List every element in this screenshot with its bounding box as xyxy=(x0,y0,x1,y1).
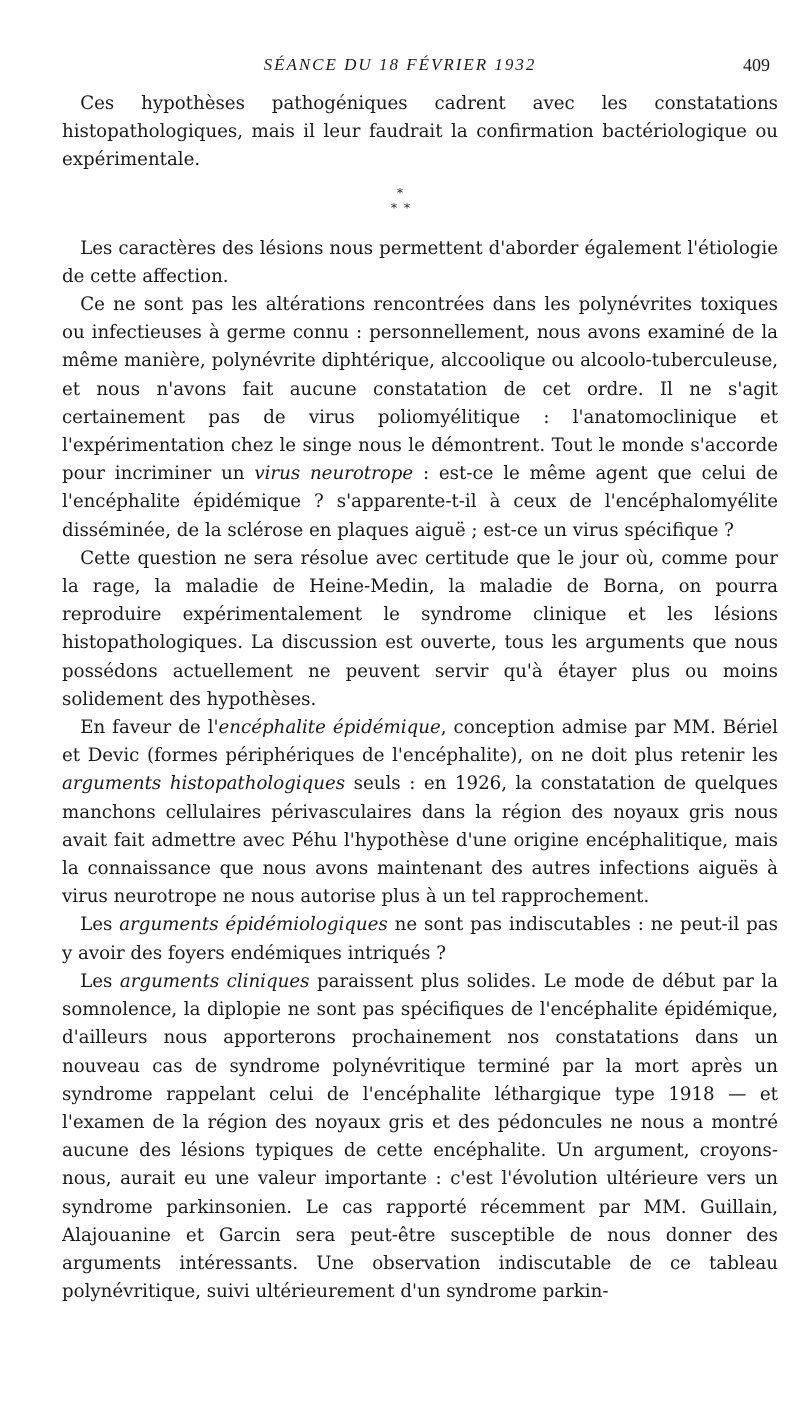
paragraph-5-text-mid: , conception admise par MM. Bériel et Devic (formes périphériques de l'encéphalite), on ne doit plus retenir les xyxy=(62,717,778,767)
asterism-star-left: * xyxy=(391,200,397,215)
paragraph-2-text: Les caractères des lésions nous permettent d'aborder également l'étiologie de cette affection. xyxy=(62,237,778,287)
page-number: 409 xyxy=(743,55,770,75)
paragraph-3-text: Ce ne sont pas les altérations rencontrées dans les polynévrites toxiques ou infectieuses à germe connu : personnellement, nous avons examiné de la même manière, polynévrite diphtérique, alccoolique ou alcoolo-tuberculeuse, et nous n'avons fait aucune constatation de cet ordre. Il ne s'agit certainement pas de virus poliomyélitique : l'anatomoclinique et l'expérimentation chez le singe nous le démontrent. Tout le monde s'accorde pour incriminer un xyxy=(62,294,778,485)
paragraph-4-text: Cette question ne sera résolue avec certitude que le jour où, comme pour la rage, la maladie de Heine-Medin, la maladie de Borna, on pourra reproduire expérimentalement le syndrome clinique et les lésions histopathologiques. La discussion est ouverte, tous les arguments que nous possédons actuellement ne peuvent servir qu'à étayer plus ou moins solidement des hypothèses. xyxy=(62,547,778,710)
section-asterism xyxy=(62,175,778,235)
paragraph-3-emphasis: virus neurotrope xyxy=(254,463,414,485)
paragraph-5-emphasis-1: encéphalite épidémique xyxy=(218,717,441,739)
paragraph-1-text: Ces hypothèses pathogéniques cadrent avec les constatations histopathologiques, mais il leur faudrait la confirmation bactériologique ou expérimentale. xyxy=(62,93,778,171)
paragraph-7-text-end: paraissent plus solides. Le mode de début par la somnolence, la diplopie ne sont pas spécifiques de l'encéphalite épidémique, d'ailleurs nous apporterons prochainement nos constatations dans un nouveau cas de syndrome polynévritique terminé par la mort après un syndrome rappelant celui de l'encéphalite léthargique type 1918 — et l'examen de la région des noyaux gris et des pédoncules ne nous a montré aucune des lésions typiques de cette encéphalite. Un argument, croyons-nous, aurait eu une valeur importante : c'est l'évolution ultérieure vers un syndrome parkinsonien. Le cas rapporté récemment par MM. Guillain, Alajouanine et Garcin sera peut-être susceptible de nous donner des arguments intéressants. Une observation indiscutable de ce tableau polynévritique, suivi ultérieurement d'un syndrome parkin- xyxy=(62,970,779,1303)
paragraph-6-emphasis: arguments épidémiologiques xyxy=(119,914,388,936)
asterism-star-top: * xyxy=(397,185,403,200)
paragraph-1 xyxy=(62,90,778,175)
running-title: SÉANCE DU 18 FÉVRIER 1932 xyxy=(263,55,537,74)
page-header xyxy=(0,53,800,83)
paragraph-7-emphasis: arguments cliniques xyxy=(119,970,310,992)
paragraph-3 xyxy=(62,291,778,545)
paragraph-7 xyxy=(62,968,778,1306)
paragraph-6 xyxy=(62,911,778,967)
body-text xyxy=(62,90,778,1306)
paragraph-7-text-start: Les xyxy=(80,970,113,992)
paragraph-5-text-start: En faveur de l' xyxy=(80,717,219,739)
paragraph-5-emphasis-2: arguments histopathologiques xyxy=(62,773,346,795)
paragraph-2 xyxy=(62,235,778,291)
paragraph-4 xyxy=(62,545,778,714)
paragraph-5-text-end: seuls : en 1926, la constatation de quelques manchons cellulaires périvasculaires dans la région des noyaux gris nous avait fait admettre avec Péhu l'hypothèse d'une origine encéphalitique, mais la connaissance que nous avons maintenant des autres infections aiguës à virus neurotrope ne nous autorise plus à un tel rapprochement. xyxy=(62,773,778,908)
paragraph-6-text-end: ne sont pas indiscutables : ne peut-il pas y avoir des foyers endémiques intriqués ? xyxy=(62,914,778,964)
paragraph-3-text-end: : est-ce le même agent que celui de l'encéphalite épidémique ? s'apparente-t-il à ceux de l'encéphalomyélite disséminée, de la sclérose en plaques aiguë ; est-ce un virus spécifique ? xyxy=(62,463,778,541)
asterism-star-right: * xyxy=(404,200,410,215)
paragraph-5 xyxy=(62,714,778,911)
paragraph-6-text-start: Les xyxy=(80,914,113,936)
